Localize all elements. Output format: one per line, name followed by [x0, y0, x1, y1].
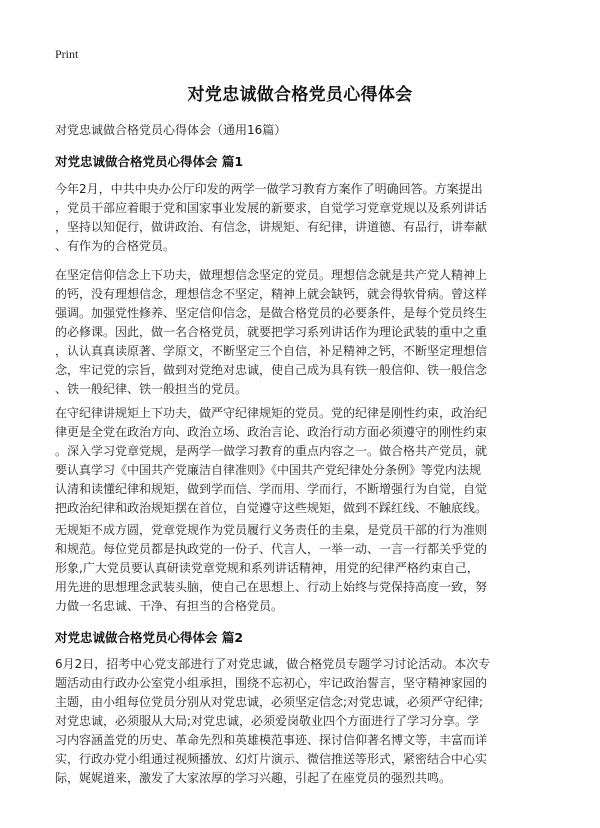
text-line: 认清和读懂纪律和规矩，做到学而信、学而用、学而行，不断增强行为自觉，自觉 — [55, 482, 488, 496]
text-line: 的必修课。因此，做一名合格党员，就要把学习系列讲话作为理论武装的重中之重 — [55, 325, 488, 339]
text-line: 、有作为的合格党员。 — [55, 239, 176, 253]
text-line: 的钙，没有理想信念，理想信念不坚定，精神上就会缺钙，就会得软骨病。曾这样 — [55, 287, 488, 301]
text-line: 力做一名忠诚、干净、有担当的合格党员。 — [55, 599, 284, 613]
text-line: 形象,广大党员要认真研读党章党规和系列讲话精神，用党的纪律严格约束自己， — [55, 561, 479, 575]
text-line: 和规范。每位党员都是执政党的一份子、代言人，一举一动、一言一行都关乎党的 — [55, 542, 488, 556]
paragraph-1-1 — [55, 180, 547, 256]
text-line: 强调。加强党性修养、坚定信仰信念，是做合格党员的必要条件，是每个党员终生 — [55, 306, 488, 320]
text-line: 念，牢记党的宗旨，做到对党绝对忠诚，使自己成为具有铁一般信仰、铁一般信念 — [55, 363, 488, 377]
text-line: 。深入学习党章党规，是两学一做学习教育的重点内容之一。做合格共产党员，就 — [55, 444, 488, 458]
paragraph-1-3 — [55, 404, 547, 518]
text-line: 把政治纪律和政治规矩摆在首位，自觉遵守这些规矩，做到不踩红线、不触底线。 — [55, 501, 488, 515]
paragraph-2-1 — [55, 655, 547, 788]
text-line: 6月2日，招考中心党支部进行了对党忠诚，做合格党员专题学习讨论活动。本次专 — [55, 657, 491, 671]
text-line: ，认认真真读原著、学原文，不断坚定三个自信，补足精神之钙，不断坚定理想信 — [55, 344, 488, 358]
text-line: 对党忠诚，必须服从大局;对党忠诚，必须爱岗敬业四个方面进行了学习分享。学 — [55, 714, 480, 728]
page-title: 对党忠诚做合格党员心得体会 — [187, 85, 413, 105]
text-line: 实，行政办党小组通过视频播放、幻灯片演示、微信推送等形式，紧密结合中心实 — [55, 752, 488, 766]
text-line: ，坚持以知促行，做讲政治、有信念，讲规矩、有纪律，讲道德、有品行，讲奉献 — [55, 220, 488, 234]
paragraph-1-4 — [55, 521, 547, 616]
text-line: 用先进的思想理念武装头脑，使自己在思想上、行动上始终与党保持高度一致，努 — [55, 580, 488, 594]
text-line: ，党员干部应着眼于党和国家事业发展的新要求，自觉学习党章党规以及系列讲话 — [55, 201, 488, 215]
text-line: 在守纪律讲规矩上下功夫，做严守纪律规矩的党员。党的纪律是刚性约束，政治纪 — [55, 406, 488, 420]
text-line: 今年2月，中共中央办公厅印发的两学一做学习教育方案作了明确回答。方案提出 — [55, 182, 483, 196]
text-line: 、铁一般纪律、铁一般担当的党员。 — [55, 382, 248, 396]
section-heading-1: 对党忠诚做合格党员心得体会 篇1 — [55, 154, 244, 169]
text-line: 无规矩不成方圆，党章党规作为党员履行义务责任的圭臬，是党员干部的行为准则 — [55, 523, 488, 537]
text-line: 主题，由小组每位党员分别从对党忠诚，必须坚定信念;对党忠诚，必须严守纪律; — [55, 695, 484, 709]
text-line: 习内容涵盖党的历史、革命先烈和英雄模范事迹、探讨信仰著名博文等，丰富而详 — [55, 733, 488, 747]
section-heading-2: 对党忠诚做合格党员心得体会 篇2 — [55, 630, 244, 645]
print-link[interactable]: Print — [55, 47, 79, 61]
text-line: 在坚定信仰信念上下功夫，做理想信念坚定的党员。理想信念就是共产党人精神上 — [55, 268, 488, 282]
paragraph-1-2 — [55, 266, 547, 399]
text-line: 题活动由行政办公室党小组承担，围绕不忘初心，牢记政治誓言，坚守精神家园的 — [55, 676, 488, 690]
text-line: 际，娓娓道来，激发了大家浓厚的学习兴趣，引起了在座党员的强烈共鸣。 — [55, 771, 452, 785]
text-line: 律更是全党在政治方向、政治立场、政治言论、政治行动方面必须遵守的刚性约束 — [55, 425, 488, 439]
text-line: 要认真学习《中国共产党廉洁自律准则》《中国共产党纪律处分条例》等党内法规 — [55, 463, 482, 477]
document-subtitle: 对党忠诚做合格党员心得体会（通用16篇） — [55, 123, 287, 137]
